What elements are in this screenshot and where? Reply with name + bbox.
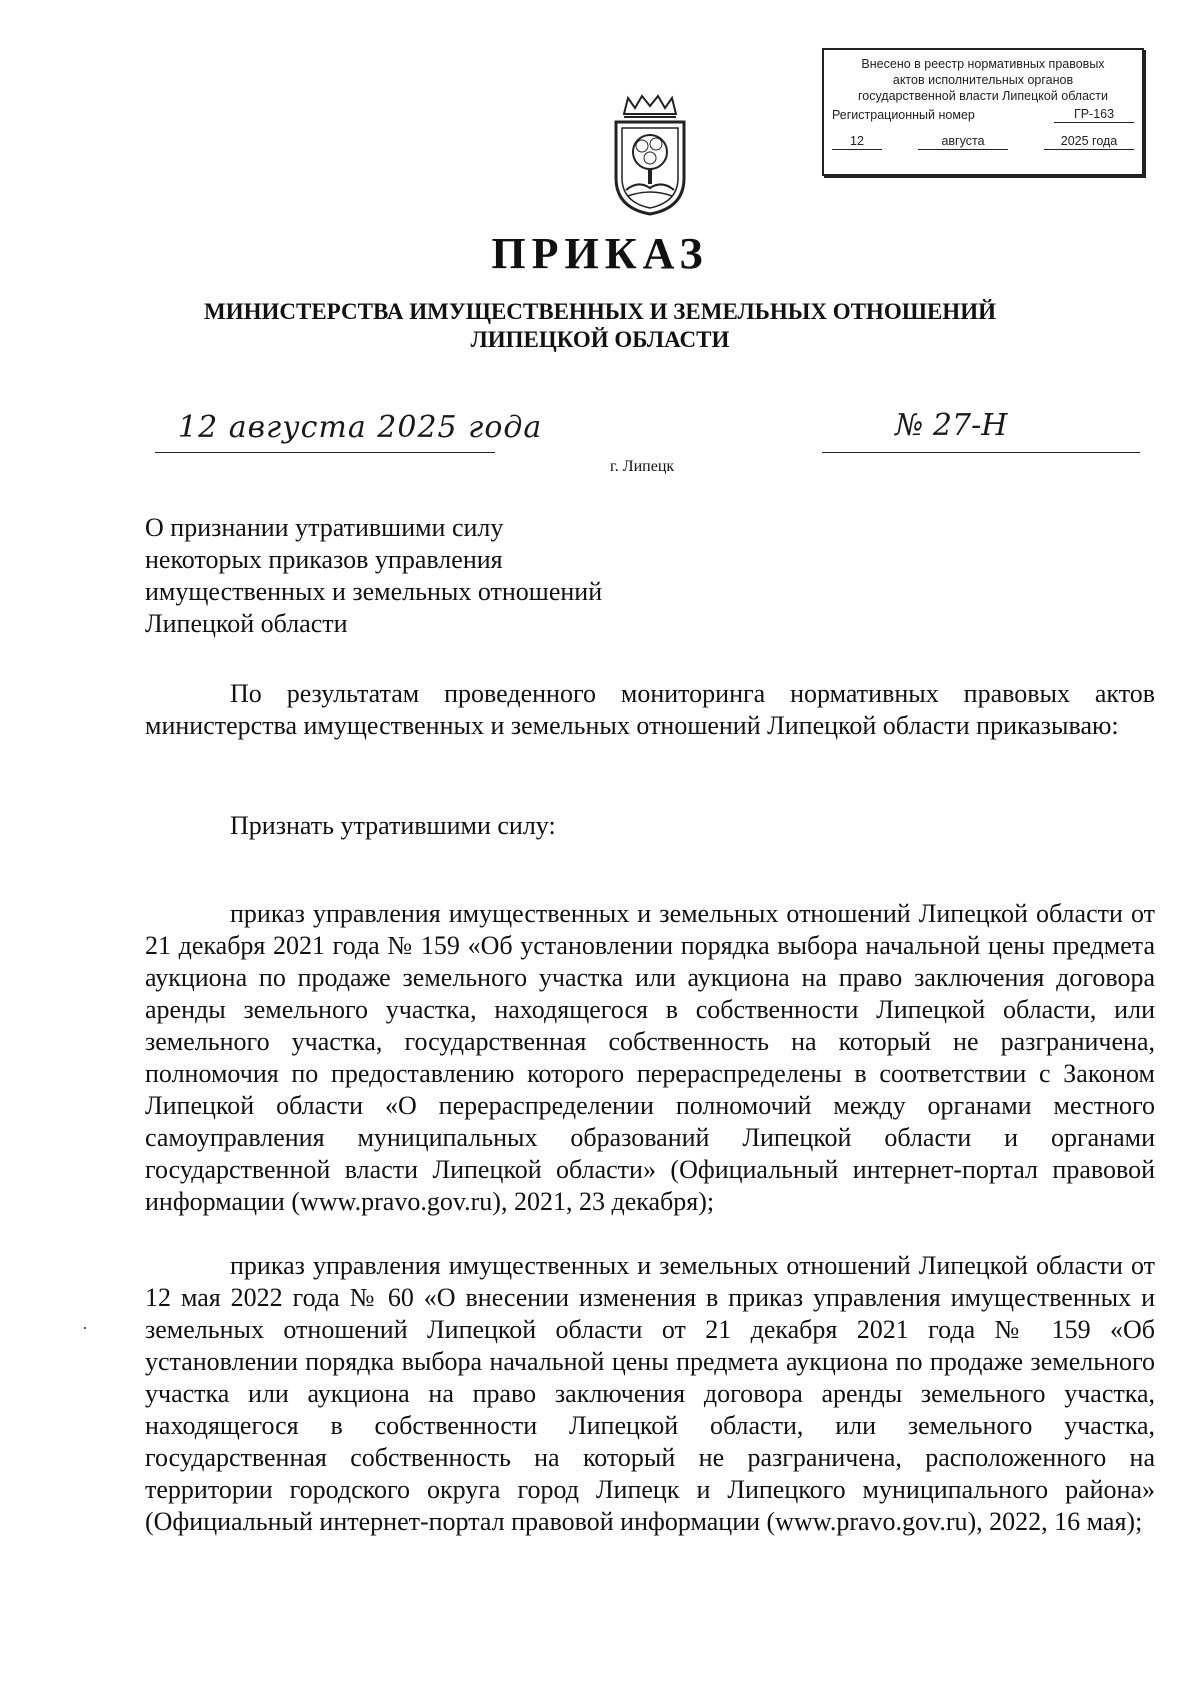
- handwritten-date: 12 августа 2025 года: [178, 410, 543, 445]
- body-paragraph-2: Признать утратившими силу:: [230, 811, 556, 840]
- stamp-reg-number: ГР-163: [1054, 106, 1134, 123]
- city: г. Липецк: [610, 458, 675, 475]
- issuer-line-1: МИНИСТЕРСТВА ИМУЩЕСТВЕННЫХ И ЗЕМЕЛЬНЫХ ОТНОШЕНИЙ: [204, 299, 996, 324]
- scan-speck: [84, 1327, 86, 1329]
- date-underline: [155, 452, 495, 453]
- stamp-reg-label: Регистрационный номер: [832, 108, 975, 122]
- registry-stamp: [822, 48, 1144, 176]
- stamp-date: [832, 133, 1134, 150]
- subject-heading: О признании утратившими силу некоторых приказов управления имущественных и земельных отношений Липецкой области: [145, 513, 603, 638]
- issuer-line-2: ЛИПЕЦКОЙ ОБЛАСТИ: [470, 327, 730, 352]
- stamp-line-1: Внесено в реестр нормативных правовых: [861, 57, 1105, 71]
- body-paragraph-3: приказ управления имущественных и земельных отношений Липецкой области от 21 декабря 2021 года № 159 «Об установлении порядка выбора начальной цены предмета аукциона по продаже земельного участка или аукциона на право заключения договора аренды земельного участка, находящегося в собственности Липецкой области, или земельного участка, государственная собственность на который не разграничена, полномочия по предоставлению которого перераспределены в соответствии с Законом Липецкой области «О перераспределении полномочий между органами местного самоуправления муниципальных образований Липецкой области и органами государственной власти Липецкой области» (Официальный интернет-портал правовой информации (www.pravo.gov.ru), 2021, 23 декабря);: [145, 899, 1155, 1216]
- body-paragraph-1: По результатам проведенного мониторинга нормативных правовых актов министерства имущественных и земельных отношений Липецкой области приказываю:: [145, 679, 1155, 740]
- coat-of-arms-icon: [608, 92, 692, 218]
- stamp-month: августа: [918, 133, 1008, 150]
- stamp-year: 2025 года: [1044, 133, 1134, 150]
- stamp-day: 12: [832, 133, 882, 150]
- document-title: ПРИКАЗ: [491, 229, 709, 278]
- stamp-line-3: государственной власти Липецкой области: [857, 89, 1109, 103]
- number-underline: [822, 452, 1140, 453]
- stamp-line-2: актов исполнительных органов: [892, 73, 1074, 87]
- issuer-block: [0, 298, 1200, 354]
- handwritten-number: № 27-Н: [895, 408, 1008, 443]
- body-paragraph-4: приказ управления имущественных и земельных отношений Липецкой области от 12 мая 2022 года № 60 «О внесении изменения в приказ управления имущественных и земельных отношений Липецкой области от 21 декабря 2021 года № 159 «Об установлении порядка выбора начальной цены предмета аукциона по продаже земельного участка или аукциона на право заключения договора аренды земельного участка, находящегося в собственности Липецкой области, или земельного участка, государственная собственность на который не разграничена, расположенного на территории городского округа город Липецк и Липецкого муниципального района» (Официальный интернет-портал правовой информации (www.pravo.gov.ru), 2022, 16 мая);: [145, 1251, 1155, 1536]
